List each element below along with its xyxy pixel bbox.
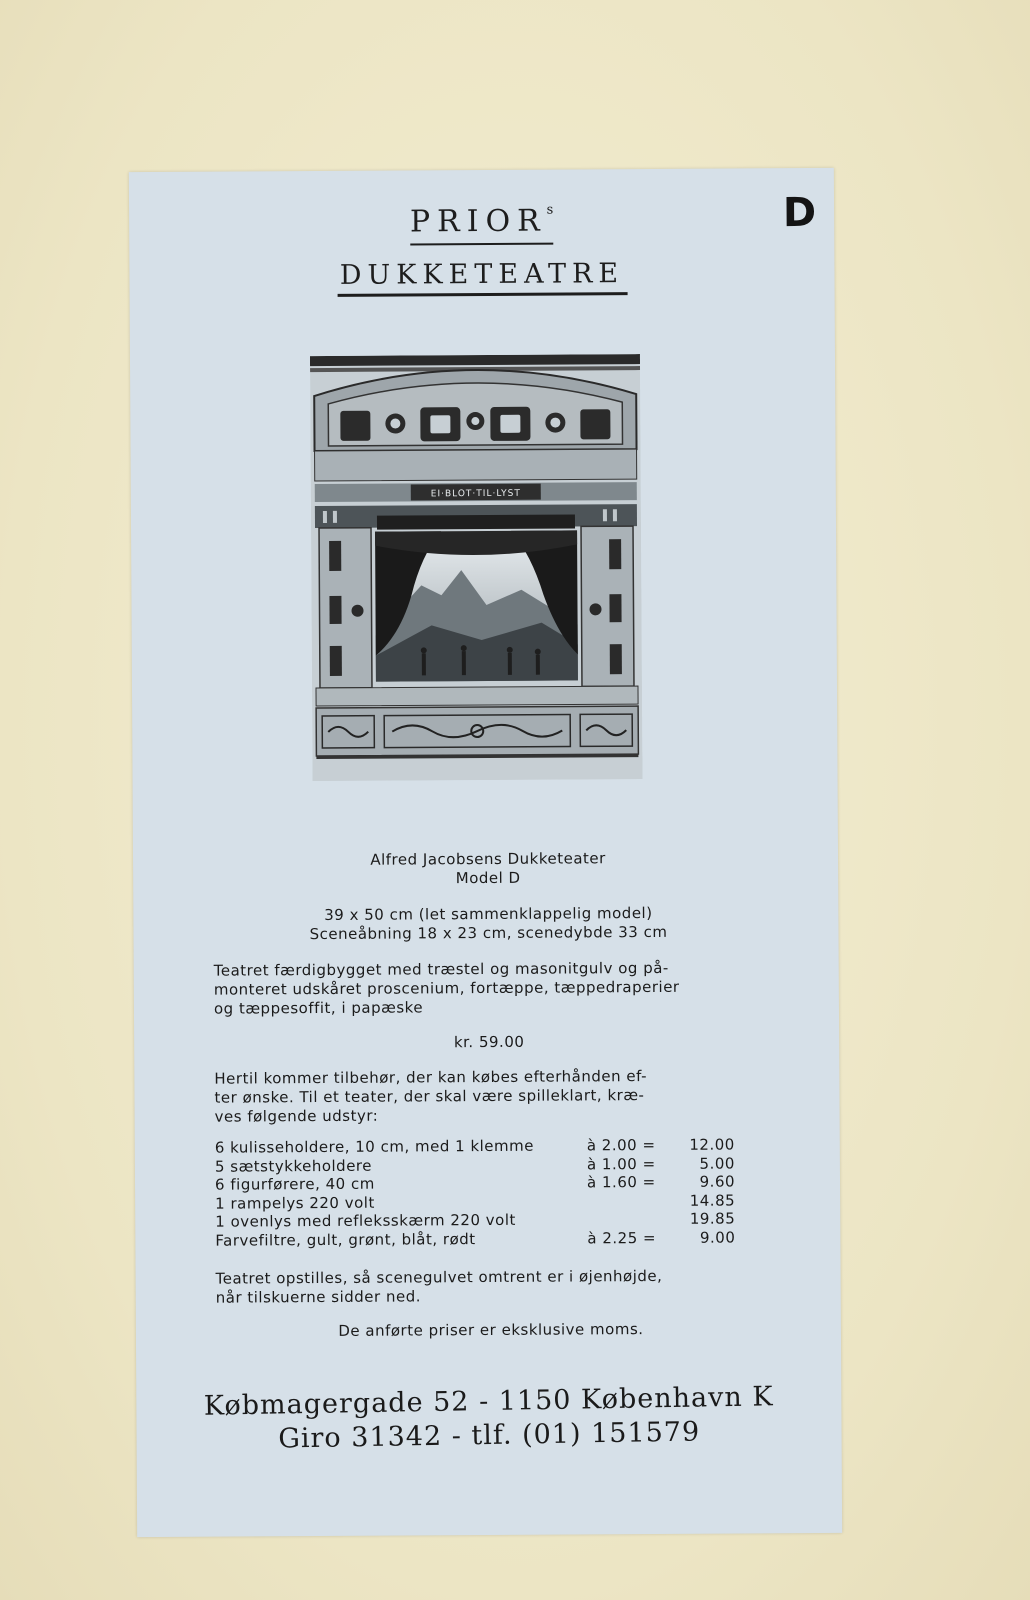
address-line-1: Købmagergade 52 - 1150 København K [203,1381,774,1422]
item-desc: 5 sætstykkeholdere [214,1156,373,1176]
address-block [136,1379,842,1459]
description [214,958,764,1018]
price: kr. 59.00 [453,1032,525,1052]
item-unit-price: à 2.00 = [586,1135,656,1155]
price-sheet [129,168,842,1537]
item-total: 9.60 [699,1172,736,1191]
item-desc: 1 rampelys 220 volt [215,1193,375,1213]
dimensions-line-2: Sceneåbning 18 x 23 cm, scenedybde 33 cm [309,922,668,944]
item-desc: 6 figurførere, 40 cm [214,1174,375,1194]
description-line-3: og tæppesoffit, i papæske [213,998,424,1018]
model-info [213,848,763,889]
item-unit-price: à 2.25 = [587,1228,657,1247]
accessories-line-1: Hertil kommer tilbehør, der kan købes efterhånden ef- [214,1067,648,1088]
banner-text: EI·BLOT·TIL·LYST [430,488,521,500]
item-unit-price: à 1.00 = [586,1154,656,1173]
description-line-2: monteret udskåret proscenium, fortæppe, tæppedraperier [213,977,680,999]
item-desc: Farvefiltre, gult, grønt, blåt, rødt [215,1229,476,1250]
setup-note-line-1: Teatret opstilles, så scenegulvet omtrent er i øjenhøjde, [215,1266,663,1288]
setup-note-line-2: når tilskuerne sidder ned. [215,1287,422,1307]
setup-note [216,1266,766,1307]
vat-note: De anførte priser er eksklusive moms. [338,1320,644,1340]
brand-subtitle: DUKKETEATRE [337,258,627,297]
address-line-2: Giro 31342 - tlf. (01) 151579 [278,1416,701,1455]
item-total: 5.00 [699,1153,735,1173]
item-total: 9.00 [699,1227,736,1247]
item-desc: 6 kulisseholdere, 10 cm, med 1 klemme [214,1136,535,1157]
accessories-line-2: ter ønske. Til et teater, der skal være spilleklart, kræ- [214,1086,645,1107]
accessory-list [215,1135,736,1249]
item-total: 14.85 [689,1190,736,1210]
list-item [215,1228,735,1250]
item-total: 12.00 [689,1135,735,1154]
accessories-line-3: ves følgende udstyr: [214,1106,379,1126]
item-desc: 1 ovenlys med refleksskærm 220 volt [215,1210,516,1231]
description-line-1: Teatret færdigbygget med træstel og masonitgulv og på- [213,958,669,980]
model-dimensions [213,903,763,944]
model-code: Model D [455,868,521,888]
model-name: Alfred Jacobsens Dukketeater [370,849,606,869]
brand-header [129,202,835,298]
tab-letter: D [782,189,817,237]
dimensions-line-1: 39 x 50 cm (let sammenklappelig model) [324,903,653,924]
accessories-intro [214,1066,764,1126]
brand-name: PRIOR$^s$ [410,204,554,246]
item-unit-price: à 1.60 = [586,1172,656,1192]
puppet-theatre-illustration [310,354,643,781]
item-total: 19.85 [689,1209,736,1228]
